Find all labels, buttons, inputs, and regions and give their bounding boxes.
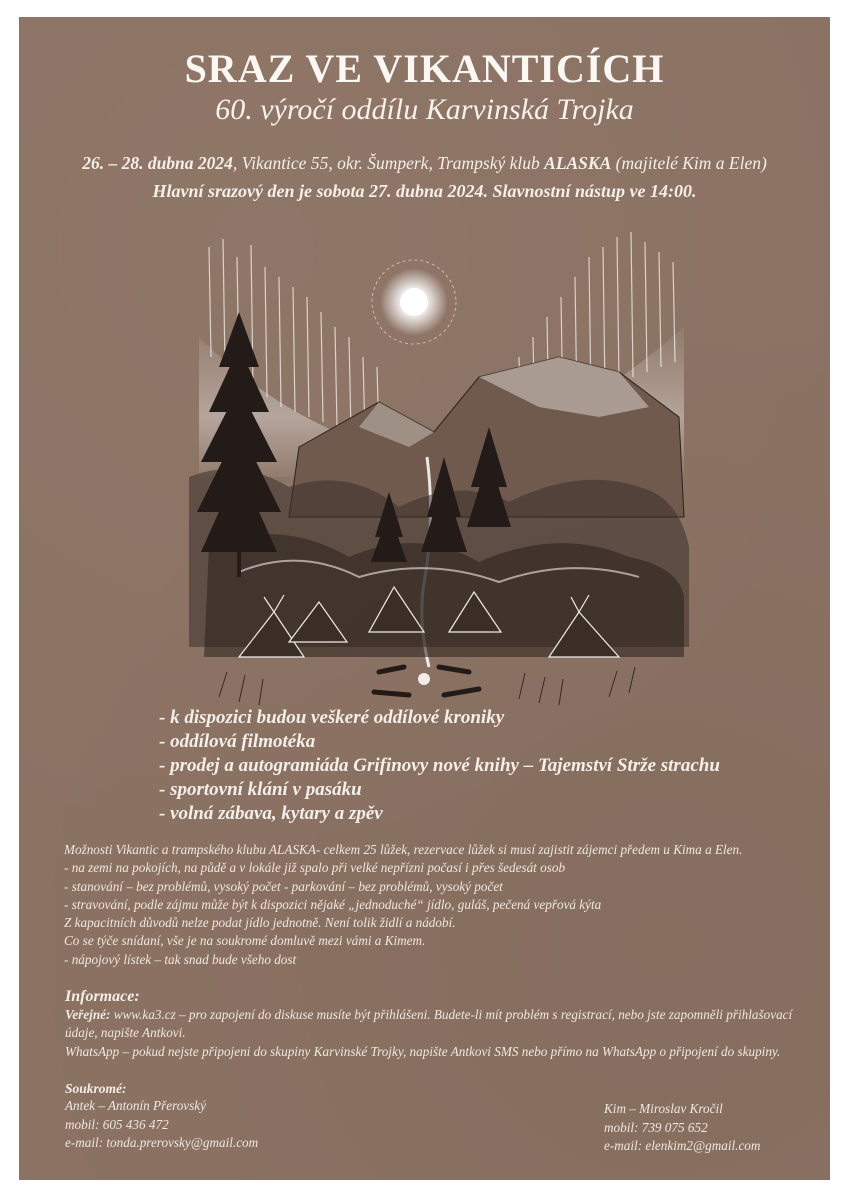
public-info (65, 1006, 813, 1043)
detail-line: Z kapacitních důvodů nelze podat jídlo jednotně. Není tolik židlí a nádobí. (64, 915, 456, 931)
event-club: ALASKA (544, 153, 612, 173)
detail-line: - nápojový lístek – tak snad bude všeho dost (64, 951, 297, 967)
contact-phone: mobil: 605 436 472 (65, 1116, 169, 1132)
contact-email: e-mail: elenkim2@gmail.com (604, 1138, 761, 1153)
contact-kim (604, 1100, 760, 1156)
poster-sheet (19, 17, 830, 1180)
event-owners: (majitelé Kim a Elen) (611, 153, 767, 173)
campfire (374, 667, 479, 695)
camp-illustration (179, 217, 694, 717)
detail-line: - na zemi na pokojích, na půdě a v lokále již spalo při velké nepřízni počasí i přes šedesát osob (64, 860, 566, 876)
event-dates: 26. – 28. dubna 2024 (82, 153, 233, 173)
list-item: - prodej a autogramiáda Grifinovy nové knihy – Tajemství Strže strachu (159, 755, 720, 776)
poster-title: SRAZ VE VIKANTICÍCH (184, 46, 665, 91)
list-item: - k dispozici budou veškeré oddílové kroniky (159, 707, 505, 728)
info-body (65, 1006, 813, 1061)
list-item: - oddílová filmotéka (159, 731, 316, 752)
poster-subtitle: 60. výročí oddílu Karvinská Trojka (215, 93, 634, 126)
highlights-list (159, 706, 720, 826)
moon (372, 260, 456, 344)
detail-line: - stravování, podle zájmu může být k dispozici nějaké „jednoduché“ jídlo, guláš, pečená vepřová kýta (64, 896, 602, 912)
detail-line: Možnosti Vikantic a trampského klubu ALASKA- celkem 25 lůžek, rezervace lůžek si musí zajistit zájemci předem u Kima a Elen. (64, 842, 743, 857)
contact-name: Antek – Antonín Přerovský (65, 1098, 206, 1113)
contact-name: Kim – Miroslav Kročil (604, 1101, 723, 1116)
contact-antek (65, 1097, 258, 1153)
main-day-notice: Hlavní srazový den je sobota 27. dubna 2024. Slavnostní nástup ve 14:00. (152, 181, 697, 201)
public-label: Veřejné: (65, 1007, 111, 1022)
whatsapp-info: WhatsApp – pokud nejste připojeni do skupiny Karvinské Trojky, napište Antkovi SMS nebo přímo na WhatsApp o připojení do skupiny. (65, 1043, 781, 1059)
private-heading: Soukromé: (65, 1081, 127, 1096)
list-item: - sportovní klání v pasáku (159, 779, 362, 800)
info-heading: Informace: (65, 988, 140, 1005)
event-location: , Vikantice 55, okr. Šumperk, Trampský klub (232, 153, 545, 173)
accommodation-details (64, 841, 804, 969)
foreground-grass (219, 667, 635, 705)
contact-phone: mobil: 739 075 652 (604, 1119, 708, 1135)
contact-email: e-mail: tonda.prerovsky@gmail.com (65, 1135, 259, 1150)
list-item: - volná zábava, kytary a zpěv (159, 803, 383, 824)
event-dateline (19, 153, 830, 174)
detail-line: Co se týče snídaní, vše je na soukromé domluvě mezi vámi a Kimem. (64, 933, 426, 949)
detail-line: - stanování – bez problémů, vysoký počet - parkování – bez problémů, vysoký počet (64, 878, 503, 894)
public-text: www.ka3.cz – pro zapojení do diskuse musíte být přihlášeni. Budete-li mít problém s registrací, nebo jste zapomněli přihlašovací údaje, napište Antkovi. (65, 1007, 793, 1041)
